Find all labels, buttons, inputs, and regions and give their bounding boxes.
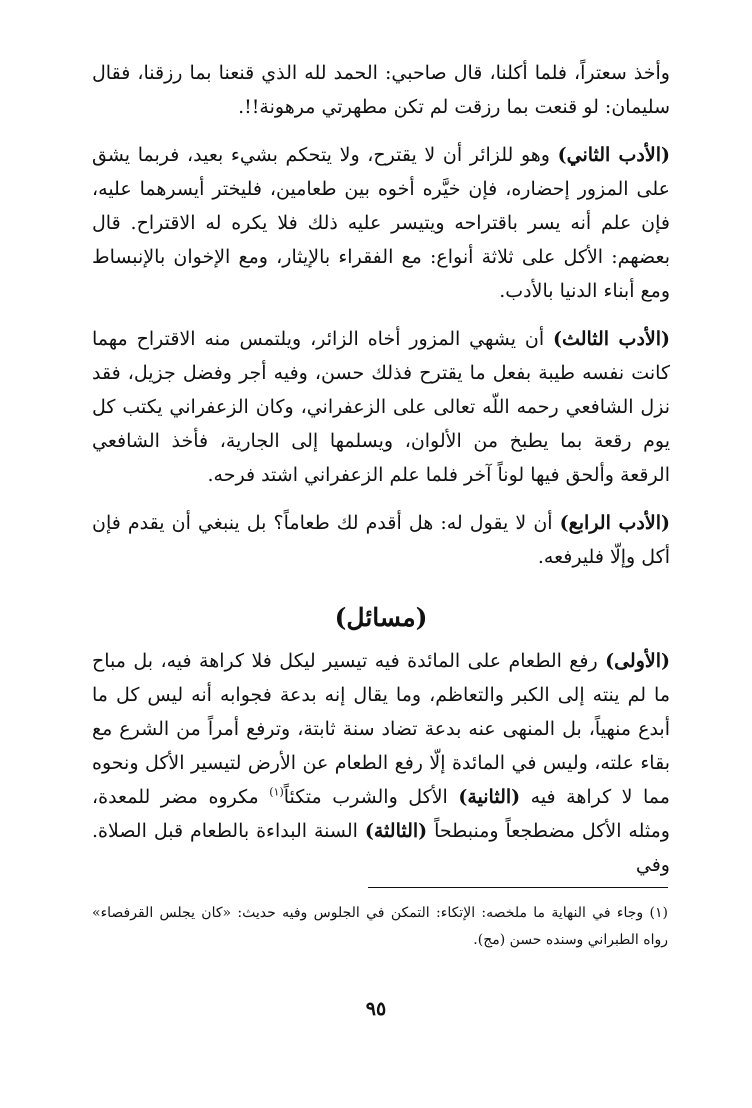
footnote-reference[interactable]: (١) bbox=[269, 785, 284, 799]
page-number: ٩٥ bbox=[365, 998, 387, 1020]
paragraph-adab-3-text: أن يشهي المزور أخاه الزائر، ويلتمس منه الاقتراح مهما كانت نفسه طيبة بفعل ما يقترح فذلك حسن، وفيه أجر وفضل جزيل، فقد نزل الشافعي رحمه اللّه تعالى على الزعفراني، وكان الزعفراني يكتب كل يوم رقعة بما يطبخ من الألوان، ويسلمها إلى الجارية، فأخذ الشافعي الرقعة وألحق فيها لوناً آخر فلما علم الزعفراني اشتد فرحه. bbox=[92, 328, 670, 486]
paragraph-masail bbox=[92, 644, 670, 882]
main-text bbox=[92, 56, 670, 896]
term-second: (الثانية) bbox=[458, 786, 521, 808]
paragraph-adab-4-text: أن لا يقول له: هل أقدم لك طعاماً؟ بل ينبغي أن يقدم فإن أكل وإلّا فليرفعه. bbox=[92, 512, 670, 568]
paragraph-adab-2 bbox=[92, 138, 670, 308]
paragraph-adab-3 bbox=[92, 322, 670, 492]
term-third: (الثالثة) bbox=[364, 820, 428, 842]
term-adab-4: (الأدب الرابع) bbox=[559, 512, 670, 534]
paragraph-adab-2-text: وهو للزائر أن لا يقترح، ولا يتحكم بشيء بعيد، فربما يشق على المزور إحضاره، فإن خيَّره أخوه بين طعامين، فليختر أيسرهما عليه، فإن علم أنه يسر باقتراحه ويتيسر عليه ذلك فلا يكره له الاقتراح. قال بعضهم: الأكل على ثلاثة أنواع: مع الفقراء بالإيثار، ومع الإخوان بالإنبساط ومع أبناء الدنيا بالأدب. bbox=[92, 144, 670, 302]
term-first: (الأولى) bbox=[605, 650, 670, 672]
footnote: (١) وجاء في النهاية ما ملخصه: الإتكاء: التمكن في الجلوس وفيه حديث: «كان يجلس القرفصاء» رواه الطبراني وسنده حسن (مج). bbox=[92, 905, 668, 948]
term-adab-3: (الأدب الثالث) bbox=[553, 328, 671, 350]
paragraph-adab-4 bbox=[92, 506, 670, 574]
term-adab-2: (الأدب الثاني) bbox=[557, 144, 670, 166]
masail-text-2: الأكل والشرب متكئاً bbox=[283, 786, 459, 808]
paragraph-1: وأخذ سعتراً، فلما أكلنا، قال صاحبي: الحمد لله الذي قنعنا بما رزقنا، فقال سليمان: لو قنعت بما رزقت لم تكن مطهرتي مرهونة!!. bbox=[92, 62, 670, 118]
masail-text-1: رفع الطعام على المائدة فيه تيسير ليكل فلا كراهة فيه، بل مباح ما لم ينته إلى الكبر والتعاظم، وما يقال إنه بدعة فجوابه أنه ليس كل ما أبدع منهياً، بل المنهى عنه بدعة تضاد سنة ثابتة، وترفع أمراً من الشرع مع بقاء علته، وليس في المائدة إلّا رفع الطعام عن الأرض لتيسير الأكل ونحوه مما لا كراهة فيه bbox=[92, 650, 670, 808]
footnote-divider bbox=[368, 887, 668, 888]
masail-text-3: مكروه مضر للمعدة، ومثله الأكل مضطجعاً ومنبطحاً bbox=[92, 786, 670, 842]
section-heading: (مسائل) bbox=[334, 603, 428, 632]
masail-text-4: السنة البداءة بالطعام قبل الصلاة. وفي bbox=[92, 820, 670, 876]
